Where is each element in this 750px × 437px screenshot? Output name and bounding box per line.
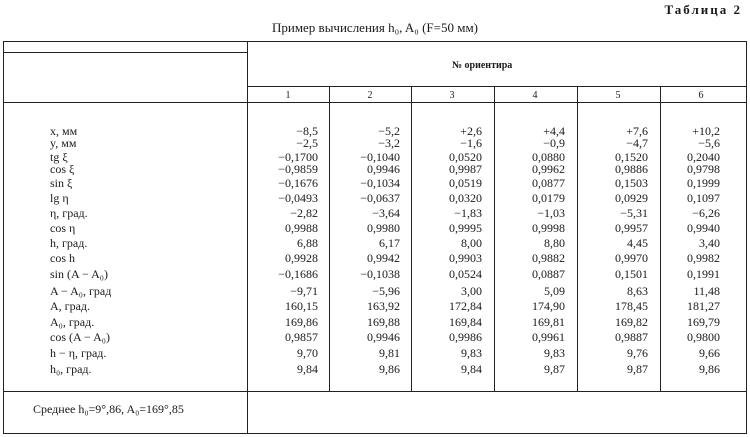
orient-header: № ориентира (452, 60, 513, 71)
table-cell: 0,0520 (449, 150, 482, 164)
table-cell: 0,9995 (449, 221, 482, 235)
table-cell: 8,80 (544, 236, 565, 250)
table-cell: +7,6 (626, 124, 648, 138)
table-cell: 0,9961 (532, 330, 565, 344)
row-label: x, мм (50, 124, 78, 138)
footer-divider (4, 391, 746, 392)
table-cell: −5,6 (698, 136, 720, 150)
table-cell: −0,9 (543, 136, 565, 150)
table-cell: 169,82 (615, 315, 648, 329)
row-label: y, мм (50, 136, 77, 150)
table-cell: 0,1097 (687, 191, 720, 205)
table-cell: 9,76 (627, 346, 648, 360)
table-cell: 9,70 (297, 346, 318, 360)
table-cell: 0,9798 (687, 162, 720, 176)
table-cell: 0,9928 (285, 251, 318, 265)
header-divider (247, 86, 746, 87)
table-cell: 0,1999 (687, 176, 720, 190)
table-cell: −2,5 (296, 136, 318, 150)
table-cell: 169,81 (532, 315, 565, 329)
table-cell: 3,40 (699, 236, 720, 250)
row-label: cos h (50, 251, 75, 265)
table-cell: 0,2040 (687, 150, 720, 164)
table-cell: 9,83 (544, 346, 565, 360)
row-label: h₀, град. (50, 362, 92, 376)
table-cell: −5,2 (378, 124, 400, 138)
row-label: tg ξ (50, 150, 68, 164)
column-number: 5 (615, 90, 621, 101)
table-cell: −5,31 (620, 206, 648, 220)
table-cell: −1,83 (454, 206, 482, 220)
table-cell: −0,1034 (360, 176, 400, 190)
table-cell: 0,9998 (532, 221, 565, 235)
table-cell: 0,9988 (285, 221, 318, 235)
table-cell: −0,1038 (360, 267, 400, 281)
table-cell: 9,87 (544, 362, 565, 376)
column-number: 6 (698, 90, 704, 101)
table-cell: 0,9940 (687, 221, 720, 235)
row-label: sin ξ (50, 176, 73, 190)
table-cell: 160,15 (285, 299, 318, 313)
row-label: h, град. (50, 236, 88, 250)
table-cell: 0,9887 (615, 330, 648, 344)
table-cell: +10,2 (692, 124, 720, 138)
table-cell: −5,96 (372, 284, 400, 298)
row-label: cos ξ (50, 162, 75, 176)
table-cell: 9,66 (699, 346, 720, 360)
table-cell: 169,79 (687, 315, 720, 329)
column-number: 2 (367, 90, 373, 101)
table-cell: 0,0519 (449, 176, 482, 190)
table-cell: 9,86 (699, 362, 720, 376)
row-label: cos (A − A₀) (50, 330, 110, 344)
table-cell: 6,17 (379, 236, 400, 250)
row-label: A, град. (50, 299, 91, 313)
table-cell: 0,1501 (615, 267, 648, 281)
row-label: cos η (50, 221, 76, 235)
table-cell: 6,88 (297, 236, 318, 250)
row-label: A − A₀, град (50, 284, 112, 298)
table-cell: 163,92 (367, 299, 400, 313)
row-label: A₀, град. (50, 315, 95, 329)
table-cell: 0,9986 (449, 330, 482, 344)
table-cell: 169,88 (367, 315, 400, 329)
row-label: η, град. (50, 206, 88, 220)
header-divider (4, 52, 247, 53)
table-cell: −0,1676 (278, 176, 318, 190)
table-cell: 0,9946 (367, 330, 400, 344)
table-cell: 0,9962 (532, 162, 565, 176)
table-cell: 0,9800 (687, 330, 720, 344)
table-cell: 9,84 (461, 362, 482, 376)
table-cell: 0,9982 (687, 251, 720, 265)
column-number: 3 (449, 90, 455, 101)
table-cell: 0,9857 (285, 330, 318, 344)
column-number: 4 (532, 90, 538, 101)
table-cell: 169,86 (285, 315, 318, 329)
table-cell: 172,84 (449, 299, 482, 313)
table-cell: 0,9946 (367, 162, 400, 176)
table-cell: −6,26 (692, 206, 720, 220)
table-cell: −0,0493 (278, 191, 318, 205)
table-label: Таблица 2 (664, 2, 742, 17)
table-cell: 178,45 (615, 299, 648, 313)
table-cell: 9,83 (461, 346, 482, 360)
header-divider (4, 102, 746, 103)
table-cell: −0,0637 (360, 191, 400, 205)
table-cell: 0,0179 (532, 191, 565, 205)
table-cell: 0,0320 (449, 191, 482, 205)
column-number: 1 (285, 90, 291, 101)
table-cell: −0,1700 (278, 150, 318, 164)
table-cell: 5,09 (544, 284, 565, 298)
table-cell: 9,81 (379, 346, 400, 360)
table-cell: −0,1040 (360, 150, 400, 164)
table-cell: −4,7 (626, 136, 648, 150)
table-cell: 9,86 (379, 362, 400, 376)
table-cell: −0,1686 (278, 267, 318, 281)
table-cell: +2,6 (460, 124, 482, 138)
table-cell: 9,87 (627, 362, 648, 376)
table-cell: 0,9886 (615, 162, 648, 176)
table-cell: 8,63 (627, 284, 648, 298)
table-cell: 0,1520 (615, 150, 648, 164)
table-cell: 0,0877 (532, 176, 565, 190)
table-cell: −0,9859 (278, 162, 318, 176)
row-label: lg η (50, 191, 69, 205)
table-cell: −1,6 (460, 136, 482, 150)
table-cell: 0,9980 (367, 221, 400, 235)
table-caption: Пример вычисления h₀, A₀ (F=50 мм) (271, 20, 479, 35)
table-cell: 0,0880 (532, 150, 565, 164)
table-cell: 9,84 (297, 362, 318, 376)
table-cell: 0,9882 (532, 251, 565, 265)
table-footer: Среднее h₀=9°,86, A₀=169°,85 (33, 402, 184, 416)
table-cell: 0,1503 (615, 176, 648, 190)
table-cell: −3,64 (372, 206, 400, 220)
table-cell: 0,1991 (687, 267, 720, 281)
table-cell: 3,00 (461, 284, 482, 298)
table-cell: +4,4 (543, 124, 565, 138)
table-cell: −8,5 (296, 124, 318, 138)
table-cell: −2,82 (290, 206, 318, 220)
table-cell: 181,27 (687, 299, 720, 313)
table-cell: 8,00 (461, 236, 482, 250)
table-cell: 0,9903 (449, 251, 482, 265)
table-cell: 0,9970 (615, 251, 648, 265)
table-cell: −1,03 (537, 206, 565, 220)
table-cell: 0,0929 (615, 191, 648, 205)
table-cell: 0,0524 (449, 267, 482, 281)
table-cell: 169,84 (449, 315, 482, 329)
row-label: h − η, град. (50, 346, 107, 360)
table-cell: −9,71 (290, 284, 318, 298)
table-cell: −3,2 (378, 136, 400, 150)
table-cell: 0,9957 (615, 221, 648, 235)
table-cell: 4,45 (627, 236, 648, 250)
table-cell: 0,0887 (532, 267, 565, 281)
row-label: sin (A − A₀) (50, 267, 108, 281)
table-cell: 0,9987 (449, 162, 482, 176)
table-cell: 0,9942 (367, 251, 400, 265)
table-cell: 174,90 (532, 299, 565, 313)
table-cell: 11,48 (693, 284, 720, 298)
